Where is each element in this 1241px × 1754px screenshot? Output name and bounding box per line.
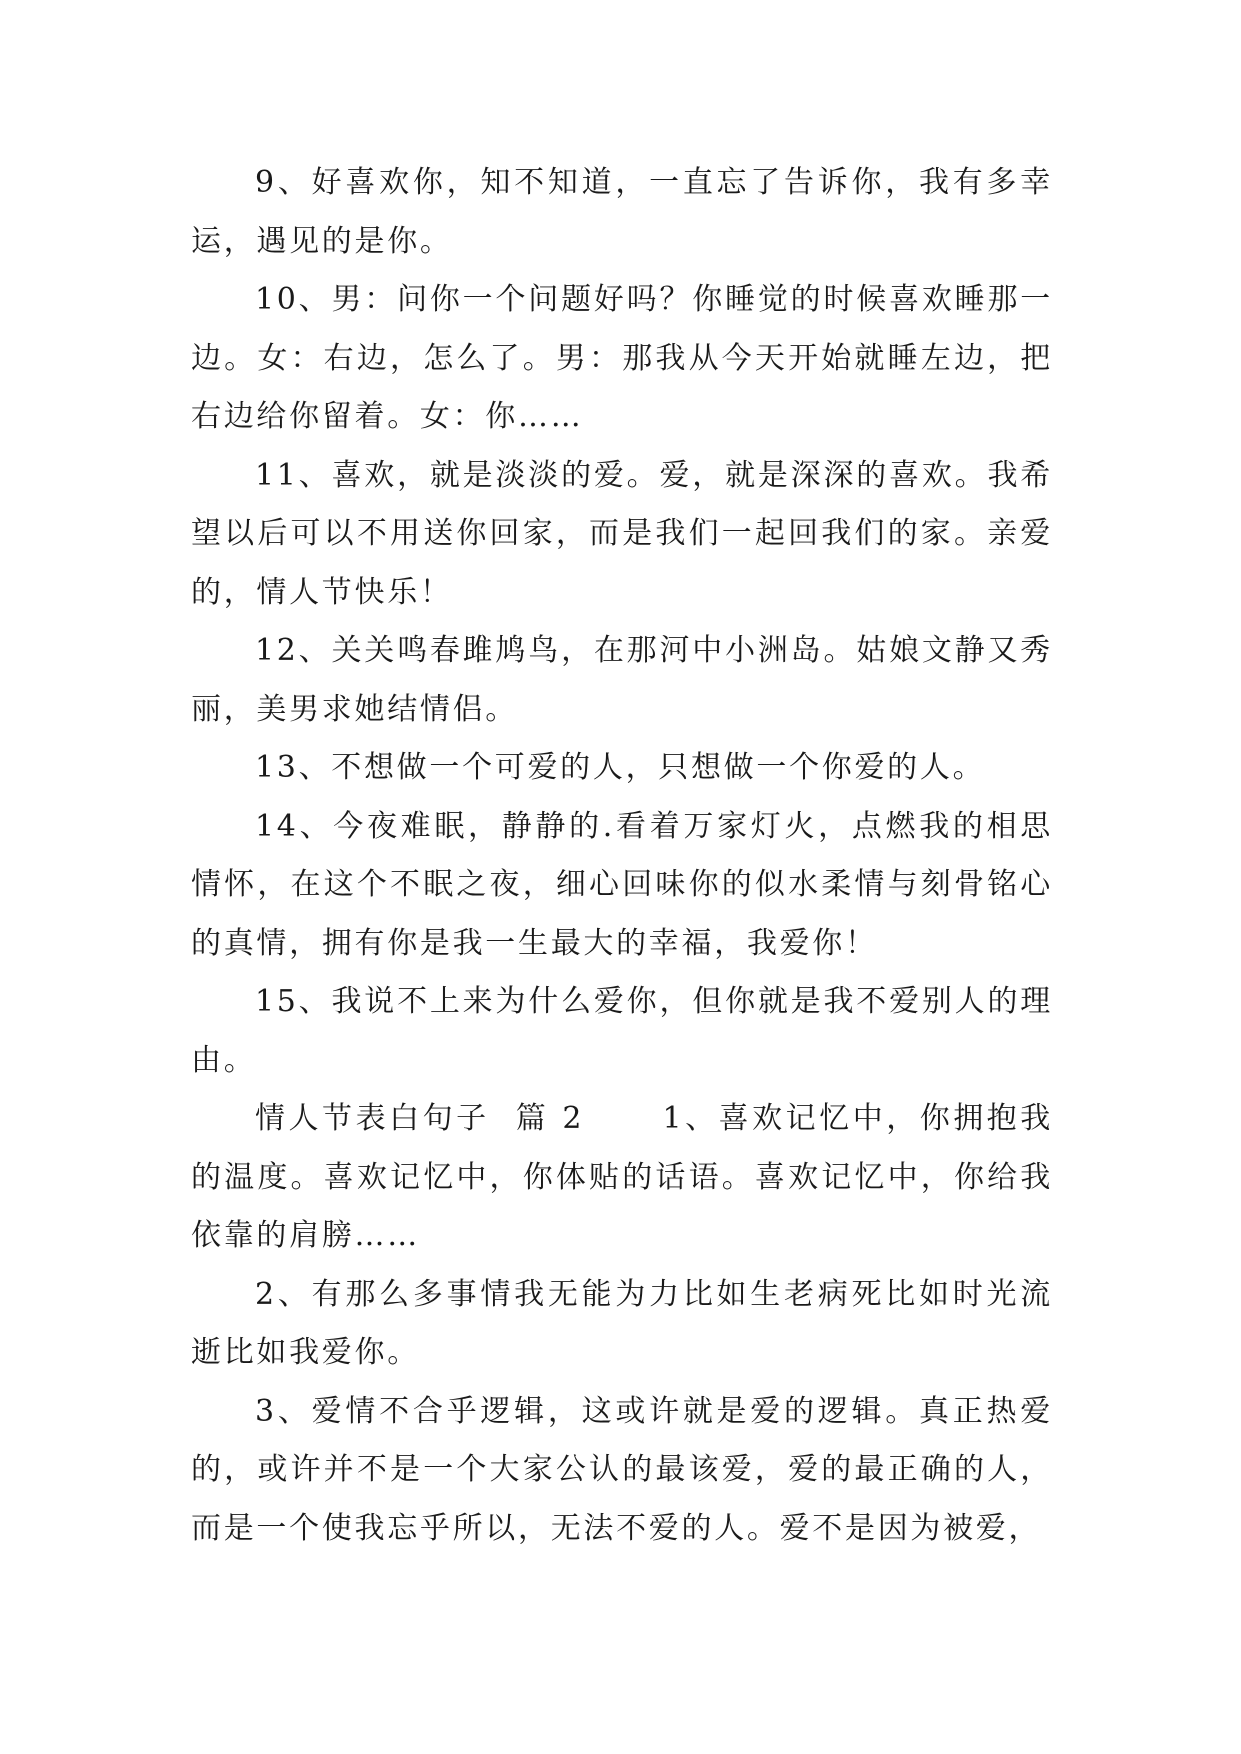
paragraph-9: 9、好喜欢你，知不知道，一直忘了告诉你，我有多幸运，遇见的是你。 (191, 165, 1053, 259)
section-2-heading-paragraph: 情人节表白句子 篇 2 1、喜欢记忆中，你拥抱我的温度。喜欢记忆中，你体贴的话语。喜欢记忆中，你给我依靠的肩膀…… (191, 1101, 1053, 1253)
paragraph-3: 3、爱情不合乎逻辑，这或许就是爱的逻辑。真正热爱的，或许并不是一个大家公认的最该爱，爱的最正确的人，而是一个使我忘乎所以，无法不爱的人。爱不是因为被爱， (191, 1393, 1053, 1546)
paragraph-11: 11、喜欢，就是淡淡的爱。爱，就是深深的喜欢。我希望以后可以不用送你回家，而是我们一起回我们的家。亲爱的，情人节快乐！ (191, 457, 1053, 610)
paragraph-15: 15、我说不上来为什么爱你，但你就是我不爱别人的理由。 (191, 984, 1053, 1078)
paragraph-2: 2、有那么多事情我无能为力比如生老病死比如时光流逝比如我爱你。 (191, 1276, 1053, 1370)
paragraph-14: 14、今夜难眠，静静的.看着万家灯火，点燃我的相思情怀，在这个不眠之夜，细心回味你的似水柔情与刻骨铭心的真情，拥有你是我一生最大的幸福，我爱你！ (191, 808, 1053, 961)
document-page (191, 154, 1053, 1558)
paragraph-12: 12、关关鸣春雎鸠鸟，在那河中小洲岛。姑娘文静又秀丽，美男求她结情侣。 (191, 633, 1053, 727)
paragraph-13: 13、不想做一个可爱的人，只想做一个你爱的人。 (255, 750, 986, 785)
paragraph-10: 10、男：问你一个问题好吗？你睡觉的时候喜欢睡那一边。女：右边，怎么了。男：那我从今天开始就睡左边，把右边给你留着。女：你…… (191, 282, 1053, 434)
